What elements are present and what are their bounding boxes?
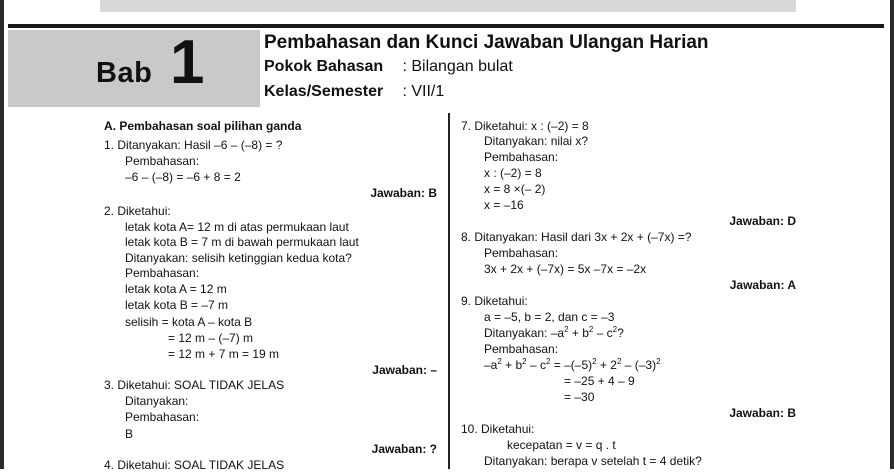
q9-line: Pembahasan: (484, 342, 559, 356)
q9-answer: Jawaban: B (729, 406, 796, 420)
chapter-label: Bab (96, 57, 153, 89)
q3-given: 3. Diketahui: SOAL TIDAK JELAS (104, 378, 285, 392)
q2-line: = 12 m – (–7) m (168, 331, 254, 345)
q4-given: 4. Diketahui: SOAL TIDAK JELAS (104, 458, 285, 472)
topic-label: Pokok Bahasan (264, 58, 384, 75)
q7-line: x : (–2) = 8 (484, 166, 542, 180)
q7-answer: Jawaban: D (729, 214, 796, 228)
window-frame-left (0, 0, 4, 469)
q9-asked: Ditanyakan: $-a^2 + b^2 - c^2$? (484, 325, 624, 340)
q2-line: Pembahasan: (125, 266, 200, 280)
page-title: Pembahasan dan Kunci Jawaban Ulangan Harian (264, 32, 709, 53)
q1-discussion-label: Pembahasan: (125, 154, 200, 168)
q9-line: = –30 (564, 390, 595, 404)
q9-given: 9. Diketahui: (461, 294, 528, 308)
q7-line: x = –16 (484, 198, 524, 212)
q2-answer: Jawaban: – (372, 363, 437, 377)
window-frame-right (890, 0, 894, 469)
q1-question: 1. Ditanyakan: Hasil –6 – (–8) = ? (104, 138, 283, 152)
q8-line: Pembahasan: (484, 246, 559, 260)
q3-line: B (125, 427, 134, 441)
q7-line: x = 8 ×(– 2) (484, 182, 546, 196)
q9-line: a = –5, b = 2, dan c = –3 (484, 310, 615, 324)
q10-line: kecepatan = v = q . t (507, 438, 616, 452)
q2-given: 2. Diketahui: (104, 204, 171, 218)
q1-working: –6 – (–8) = –6 + 8 = 2 (125, 170, 241, 184)
q2-line: = 12 m + 7 m = 19 m (168, 347, 280, 361)
q2-line: letak kota B = –7 m (125, 298, 229, 312)
q10-given: 10. Diketahui: (461, 422, 535, 436)
q9-line: = –25 + 4 – 9 (564, 374, 635, 388)
topic-value: : Bilangan bulat (402, 58, 513, 75)
q3-answer: Jawaban: ? (371, 442, 437, 456)
topic-row (264, 58, 513, 76)
q2-line: selisih = kota A – kota B (125, 315, 253, 329)
class-value: : VII/1 (402, 83, 445, 100)
q9-working: $-a^2 + b^2 - c^2 = -(-5)^2 + 2^2 - (-3)^2$ (484, 357, 661, 372)
q8-question: 8. Ditanyakan: Hasil dari 3x + 2x + (–7x) =? (461, 230, 692, 244)
q2-line: letak kota A = 12 m (125, 282, 227, 296)
q1-answer: Jawaban: B (370, 186, 437, 200)
class-label: Kelas/Semester (264, 83, 384, 100)
q2-line: Ditanyakan: selisih ketinggian kedua kota? (125, 251, 352, 265)
q3-line: Ditanyakan: (125, 394, 189, 408)
q7-line: Pembahasan: (484, 150, 559, 164)
q2-line: letak kota B = 7 m di bawah permukaan laut (125, 235, 359, 249)
q7-line: Ditanyakan: nilai x? (484, 134, 589, 148)
q8-line: 3x + 2x + (–7x) = 5x –7x = –2x (484, 262, 647, 276)
header-top-rule (8, 24, 884, 28)
q7-given: 7. Diketahui: x : (–2) = 8 (461, 119, 589, 133)
q2-line: letak kota A= 12 m di atas permukaan laut (125, 220, 349, 234)
class-row (264, 83, 444, 101)
section-title: A. Pembahasan soal pilihan ganda (104, 119, 302, 133)
q8-answer: Jawaban: A (729, 278, 796, 292)
q3-line: Pembahasan: (125, 410, 200, 424)
chapter-number: 1 (170, 28, 205, 97)
column-divider (448, 113, 450, 469)
previous-page-strip (100, 0, 796, 12)
q10-line: Ditanyakan: berapa v setelah t = 4 detik? (484, 454, 702, 468)
